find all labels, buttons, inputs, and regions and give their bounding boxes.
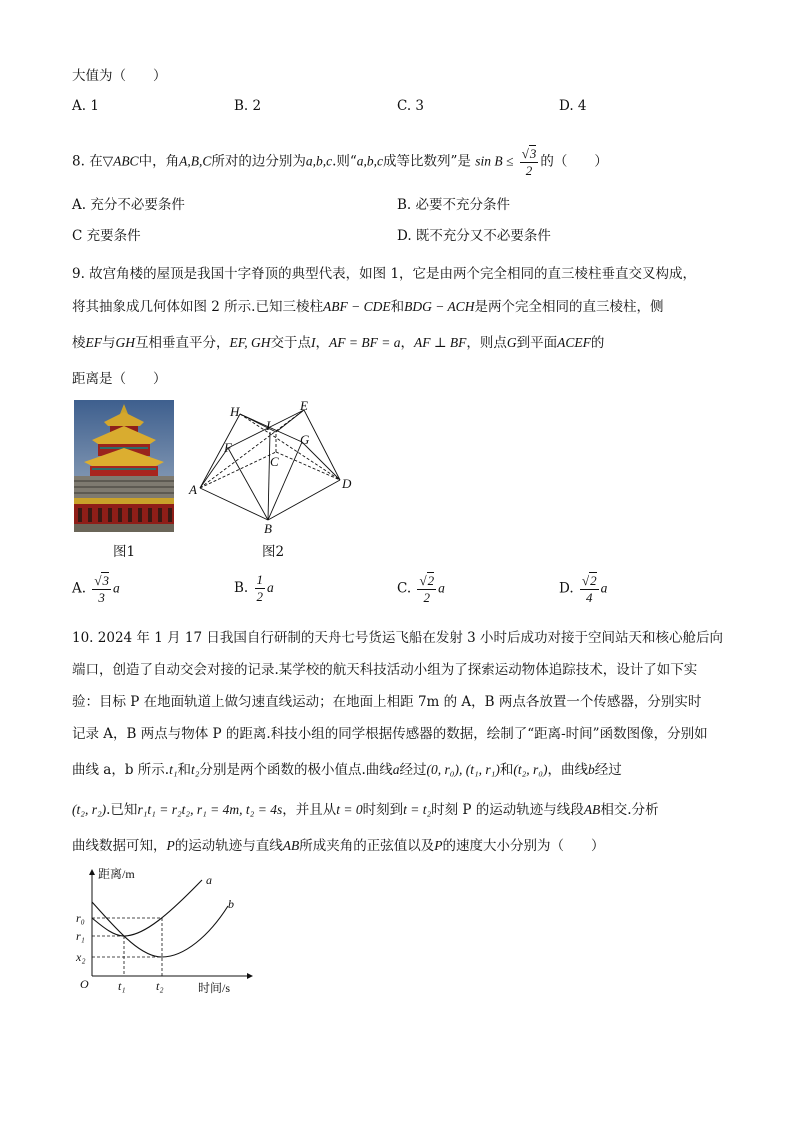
q9-line1: 9. 故宫角楼的屋顶是我国十字脊顶的典型代表，如图 1，它是由两个完全相同的直三棱柱垂直交叉构成，	[72, 266, 697, 282]
q8-fraction: $\frac{√3}{2}$	[521, 146, 537, 178]
q9-line2: 将其抽象成几何体如图 2 所示.已知三棱柱ABF − CDE和BDG − ACH是两个完全相同的直三棱柱，侧	[72, 299, 664, 315]
q7-option-b: B. 2	[234, 98, 262, 114]
q9-option-d: D. $\frac{√2}{4}$ a	[559, 573, 608, 605]
q9-line3: 棱EF与GH互相垂直平分，EF, GH交于点I，AF = BF = a，AF ⊥ BF，则点G到平面ACEF的	[72, 335, 605, 351]
q8-option-b: B. 必要不充分条件	[397, 197, 511, 213]
q10-line6: (t₂, r₂).已知r₁t₁ = r₂t₂, r₁ = 4m, t₂ = 4s，并且从t = 0时刻到t = t₂时刻 P 的运动轨迹与线段AB相交.分析	[72, 802, 659, 818]
corner-tower-photo	[74, 400, 174, 532]
label-h: H	[230, 404, 240, 419]
curve-a-label: a	[206, 873, 212, 887]
edge-gd	[302, 442, 340, 480]
xtick-t2: t₂	[156, 979, 164, 993]
distance-time-graph	[74, 866, 264, 1002]
curve-b-label: b	[228, 897, 234, 911]
ytick-x2: x₂	[76, 950, 86, 964]
ytick-r1: r₁	[76, 929, 85, 943]
xtick-t1: t₁	[118, 979, 126, 993]
y-axis-label: 距离/m	[98, 867, 135, 881]
q10-line3: 验：目标 P 在地面轨道上做匀速直线运动；在地面上相距 7m 的 A，B 两点各放置一个传感器，分别实时	[72, 694, 702, 710]
edge-ab	[200, 488, 268, 520]
curve-b	[92, 902, 228, 957]
edge-bi	[268, 432, 270, 520]
edge-fb	[228, 448, 268, 520]
q8-option-d: D. 既不充分又不必要条件	[397, 228, 551, 244]
label-d: D	[342, 476, 352, 491]
q9-line4: 距离是（ ）	[72, 371, 167, 387]
q9-option-c: C. $\frac{√2}{2}$ a	[397, 573, 445, 605]
label-b: B	[264, 521, 272, 536]
q10-line5: 曲线 a，b 所示.t₁和t₂分别是两个函数的极小值点.曲线a经过(0, r₀), (t₁, r₁)和(t₂, r₀)，曲线b经过	[72, 762, 622, 778]
q10-line4: 记录 A，B 两点与物体 P 的距离.科技小组的同学根据传感器的数据，绘制了“距离-时间”函数图像，分别如	[72, 726, 708, 742]
label-f: F	[224, 440, 232, 455]
fig2-geometry-diagram	[188, 396, 358, 536]
edge-ha	[200, 414, 240, 488]
fig2-caption: 图2	[262, 544, 285, 560]
fig1-caption: 图1	[113, 544, 136, 560]
q10-line2: 端口，创造了自动交会对接的记录.某学校的航天科技活动小组为了探索运动物体追踪技术，设计了如下实	[72, 662, 698, 678]
edge-cd-dashed	[276, 452, 340, 480]
edge-ed	[304, 410, 340, 480]
q8-option-a: A. 充分不必要条件	[72, 197, 185, 213]
q8-stem: 8. 在▽ABC中，角A,B,C所对的边分别为a,b,c.则“a,b,c成等比数列”是 sin B ≤ $\frac{√3}{2}$ 的（ ）	[72, 146, 608, 178]
label-i: I	[266, 418, 271, 433]
q10-line7: 曲线数据可知，P的运动轨迹与直线AB所成夹角的正弦值以及P的速度大小分别为（ ）	[72, 838, 605, 854]
edge-bd	[268, 480, 340, 520]
q7-option-c: C. 3	[397, 98, 425, 114]
curve-a	[92, 880, 202, 936]
edge-ae-dashed	[200, 410, 304, 488]
label-g: G	[300, 432, 310, 447]
origin-label: O	[80, 977, 89, 991]
q8-option-c: C 充要条件	[72, 228, 141, 244]
x-axis-label: 时间/s	[198, 981, 231, 995]
q10-line1: 10. 2024 年 1 月 17 日我国自行研制的天舟七号货运飞船在发射 3 小时后成功对接于空间站天和核心舱后向	[72, 630, 724, 646]
label-e: E	[300, 398, 308, 413]
edge-ac-dashed	[200, 452, 276, 488]
q9-option-a: A. $\frac{√3}{3}$ a	[72, 573, 120, 605]
label-a: A	[189, 482, 197, 497]
q7-option-a: A. 1	[72, 98, 99, 114]
q9-option-b: B. $\frac{1}{2}$ a	[234, 572, 274, 604]
label-c: C	[270, 454, 279, 469]
q7-option-d: D. 4	[559, 98, 587, 114]
q7-tail-text: 大值为（ ）	[72, 68, 167, 84]
ytick-r0: r₀	[76, 911, 85, 925]
